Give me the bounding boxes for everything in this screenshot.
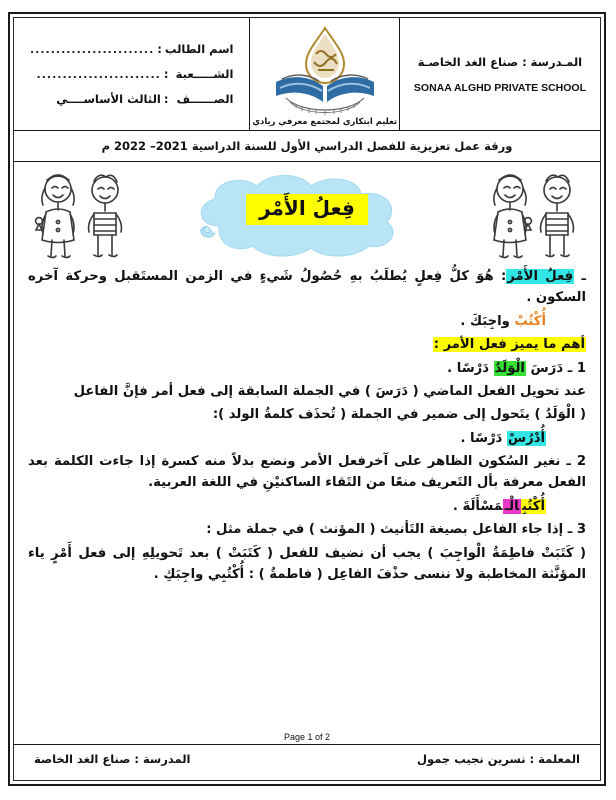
rule-1-subject: الْوَلَدُ <box>494 360 525 376</box>
rule-3-text: إذا جاء الفاعل بصيغة التَأنيث ( المؤنث ) في جملة مثل : <box>206 522 564 538</box>
rule-1-pre: دَرَسَ <box>525 360 564 376</box>
example-zero-verb: أُكْتُبْ <box>514 313 546 329</box>
footer-teacher: المعلمة : نسرين نجيب جمول <box>417 751 580 766</box>
rule-2-example <box>28 496 586 517</box>
example-zero <box>28 311 586 332</box>
rule-1-explain-2: ( الْوَلَدُ ) يتَحول إلى ضمير في الجملة ( تُحذَف كلمةُ الولد ): <box>212 407 586 423</box>
field-grade-value: الثالث الأساســــي <box>56 92 161 106</box>
page-inner-border <box>13 17 601 781</box>
footer-rule-row <box>14 744 600 772</box>
worksheet-body <box>14 162 600 733</box>
rule-1-explain: عند تحويل الفعل الماضي ( دَرَسَ ) في الجملة السابقة إلى فعل أمر فإنَّ الفاعل <box>73 383 586 399</box>
field-section-input[interactable]: ........................ <box>36 68 161 81</box>
definition-rest: : هُوَ كلُّ فِعلٍ يُطلَبُ بهِ حُصُولُ شَيءٍ في الزمن المستَقبل وحركة آخره السكون . <box>28 269 586 306</box>
field-section-label: الشـــــعبة <box>175 67 234 81</box>
field-student-name <box>30 42 233 56</box>
field-student-name-label: اسم الطالب <box>164 42 234 56</box>
field-student-name-colon: : <box>157 42 162 56</box>
rule-1-result-verb: أُدْرُسْ <box>507 430 545 446</box>
example-zero-rest: واجِبَكَ . <box>460 313 515 329</box>
page-title: فِعلُ الأَمْر <box>246 194 368 225</box>
rule-2-number: 2 ـ <box>560 454 586 469</box>
worksheet-subtitle: ورقة عمل تعزيزية للفصل الدراسي الأول للسنة الدراسية 2021– 2022 م <box>101 139 513 153</box>
title-banner <box>28 166 586 266</box>
field-section-colon: : <box>163 67 169 81</box>
definition-paragraph <box>28 266 586 309</box>
definition-dash: ـ <box>574 269 586 284</box>
field-section <box>30 67 233 81</box>
cloud-shape <box>185 170 429 262</box>
worksheet-subtitle-row <box>14 131 600 162</box>
rule-1-post: دَرْسًا . <box>447 360 494 376</box>
definition-term: فِعلُ الأَمْر <box>507 269 574 284</box>
rule-1-example <box>28 358 586 379</box>
rule-2-paragraph <box>28 451 586 494</box>
school-name-english: SONAA ALGHD PRIVATE SCHOOL <box>413 81 586 94</box>
header-table <box>14 18 600 131</box>
logo-tagline: تعليم ابتكاري لمجتمع معرفي ريادي <box>252 116 397 126</box>
rule-2-example-post: مَسْأَلَةَ . <box>452 498 503 514</box>
school-name-arabic: المـدرسة : صناع الغد الخاصـة <box>417 54 583 69</box>
rule-3-example: ( كَتَبَتْ فاطِمَةُ الْواجِبَ ) يجب أن نضيف للفعل ( كَتَبَتْ ) بعد تَحويلِهِ إلى فعل أَمْرٍ ياء المؤنَّثة المخاطبة ولا ننسى حذْفَ الفاعِل ( فاطمةُ ) : أُكْتُبِي واجِبَكِ . <box>28 545 586 582</box>
rule-2-example-verb: أُكْتُبِ <box>522 498 545 514</box>
header-logo-cell <box>249 18 399 130</box>
page-footer <box>14 732 600 780</box>
header-school-cell <box>400 18 600 130</box>
rule-1-result-rest: دَرْسًا . <box>460 430 507 446</box>
section-heading-wrap <box>28 334 586 355</box>
two-children-icon-right <box>478 168 590 264</box>
rule-3-paragraph <box>28 519 586 540</box>
rule-2-text: نغير السُكون الظاهر على آخرفعل الأمر ونضع بدلاً منه كسرة إذا جاءت الكلمة بعد الفعل معرفة بأل التَعريف منعًا من التَقاء الساكنيْنِ في اللغة العربية. <box>28 454 586 491</box>
rule-3-number: 3 ـ <box>563 522 586 538</box>
rule-1-result <box>28 428 586 449</box>
two-children-icon-left <box>26 168 138 264</box>
field-grade <box>30 92 233 106</box>
field-grade-label: الصــــــف <box>176 92 234 106</box>
school-logo-icon <box>266 24 384 120</box>
worksheet-page <box>8 12 606 786</box>
rule-1-number: 1 ـ <box>563 360 586 376</box>
section-heading: أهم ما يميز فعل الأمر : <box>433 337 585 353</box>
field-grade-colon: : <box>163 92 169 106</box>
page-number: Page 1 of 2 <box>283 732 331 742</box>
footer-school: المدرسة : صناع الغد الخاصة <box>34 751 191 766</box>
rule-2-example-al: الْـ <box>504 498 520 514</box>
header-student-fields-cell <box>14 18 249 130</box>
field-student-name-input[interactable]: ........................ <box>30 43 155 56</box>
